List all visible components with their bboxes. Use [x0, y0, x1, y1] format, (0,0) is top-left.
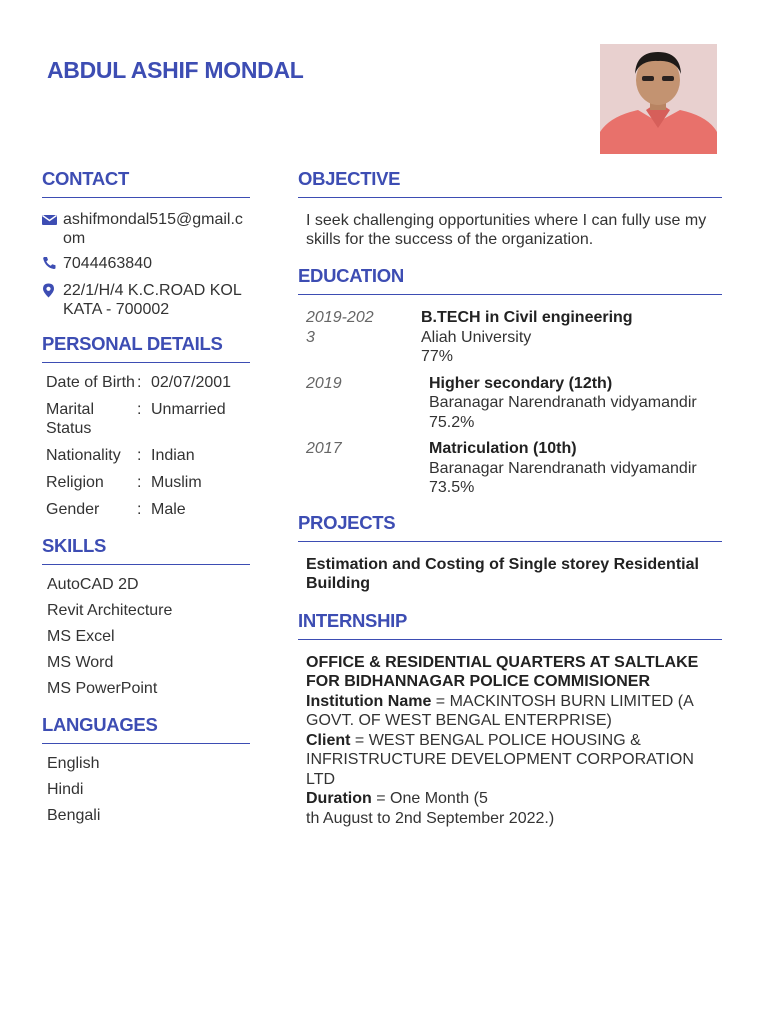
- pd-label: Date of Birth: [46, 374, 135, 391]
- pd-row-religion: [42, 473, 250, 492]
- languages-list: [42, 754, 250, 825]
- phone-text[interactable]: 7044463840: [63, 255, 152, 272]
- pd-row-gender: [42, 500, 250, 519]
- education-entry: [298, 374, 722, 433]
- envelope-icon: [42, 210, 63, 248]
- education-institution: Baranagar Narendranath vidyamandir: [429, 394, 697, 411]
- education-body: [421, 308, 633, 367]
- pd-colon: :: [137, 374, 142, 391]
- projects-heading: PROJECTS: [298, 512, 722, 542]
- education-score: 73.5%: [429, 479, 475, 496]
- client-value: = WEST BENGAL POLICE HOUSING & INFRISTRUCTURE DEVELOPMENT CORPORATION LTD: [306, 731, 694, 788]
- education-score: 75.2%: [429, 413, 475, 431]
- skill-item: MS Excel: [47, 628, 115, 645]
- project-item: Estimation and Costing of Single storey Residential Building: [306, 555, 699, 592]
- duration-value: = One Month (5: [371, 790, 488, 807]
- education-institution: Baranagar Narendranath vidyamandir: [429, 459, 697, 477]
- pd-value: Male: [151, 501, 186, 518]
- contact-phone: [42, 254, 250, 275]
- pd-value: Unmarried: [151, 401, 226, 418]
- pd-colon: :: [137, 474, 142, 491]
- objective-heading: OBJECTIVE: [298, 168, 722, 198]
- education-body: [429, 439, 697, 498]
- map-pin-icon: [42, 281, 63, 319]
- education-entry: [298, 308, 722, 367]
- pd-row-dob: [42, 373, 250, 392]
- pd-value: Indian: [151, 447, 195, 464]
- skill-item: AutoCAD 2D: [47, 576, 139, 593]
- internship-heading: INTERNSHIP: [298, 610, 722, 640]
- contact-email: [42, 210, 250, 248]
- skills-list: [42, 575, 250, 698]
- education-year: 2019: [306, 374, 342, 392]
- language-item: Bengali: [47, 807, 101, 824]
- skill-item: Revit Architecture: [47, 602, 173, 619]
- contact-address: [42, 281, 250, 319]
- education-institution: Aliah University: [421, 328, 532, 346]
- education-score: 77%: [421, 348, 454, 365]
- education-body: [429, 374, 697, 433]
- language-item: English: [47, 755, 100, 772]
- right-column: [298, 168, 722, 828]
- pd-label: Marital Status: [46, 401, 95, 437]
- contact-heading: CONTACT: [42, 168, 250, 198]
- objective-text: I seek challenging opportunities where I can fully use my skills for the success of the organization.: [306, 212, 707, 248]
- institution-label: Institution Name: [306, 692, 432, 710]
- skill-item: MS Word: [47, 654, 114, 671]
- pd-value: Muslim: [151, 474, 202, 491]
- education-degree: B.TECH in Civil engineering: [421, 309, 633, 326]
- pd-row-marital: [42, 400, 250, 438]
- institution-value: = MACKINTOSH BURN LIMITED (A GOVT. OF WEST BENGAL ENTERPRISE): [306, 692, 693, 729]
- personal-details-list: [42, 373, 250, 519]
- skills-heading: SKILLS: [42, 535, 250, 565]
- pd-label: Nationality: [46, 447, 121, 464]
- profile-photo: [600, 44, 717, 154]
- email-text[interactable]: ashifmondal515@gmail.com: [63, 211, 243, 247]
- language-item: Hindi: [47, 781, 84, 798]
- education-heading: EDUCATION: [298, 265, 722, 295]
- internship-details: [298, 653, 722, 829]
- education-year: 2019-2023: [306, 309, 374, 346]
- pd-label: Religion: [46, 474, 104, 491]
- pd-value: 02/07/2001: [151, 374, 232, 391]
- candidate-name: ABDUL ASHIF MONDAL: [47, 57, 304, 83]
- address-text: 22/1/H/4 K.C.ROAD KOLKATA - 700002: [63, 282, 242, 318]
- internship-heading-text: OFFICE & RESIDENTIAL QUARTERS AT SALTLAKE FOR BIDHANNAGAR POLICE COMMISIONER: [306, 653, 699, 690]
- education-degree: Higher secondary (12th): [429, 374, 613, 392]
- pd-colon: :: [137, 401, 142, 418]
- pd-colon: :: [137, 447, 142, 464]
- duration-value-continued: th August to 2nd September 2022.): [306, 809, 555, 827]
- contact-list: [42, 210, 250, 319]
- education-list: [298, 308, 722, 498]
- pd-label: Gender: [46, 501, 100, 518]
- duration-label: Duration: [306, 790, 372, 807]
- education-degree: Matriculation (10th): [429, 440, 577, 457]
- pd-row-nationality: [42, 446, 250, 465]
- pd-colon: :: [137, 501, 142, 518]
- left-column: [42, 168, 250, 832]
- personal-details-heading: PERSONAL DETAILS: [42, 333, 250, 363]
- languages-heading: LANGUAGES: [42, 714, 250, 744]
- phone-icon: [42, 254, 63, 275]
- skill-item: MS PowerPoint: [47, 680, 158, 697]
- client-label: Client: [306, 731, 351, 749]
- education-entry: [298, 439, 722, 498]
- education-year: 2017: [306, 440, 342, 457]
